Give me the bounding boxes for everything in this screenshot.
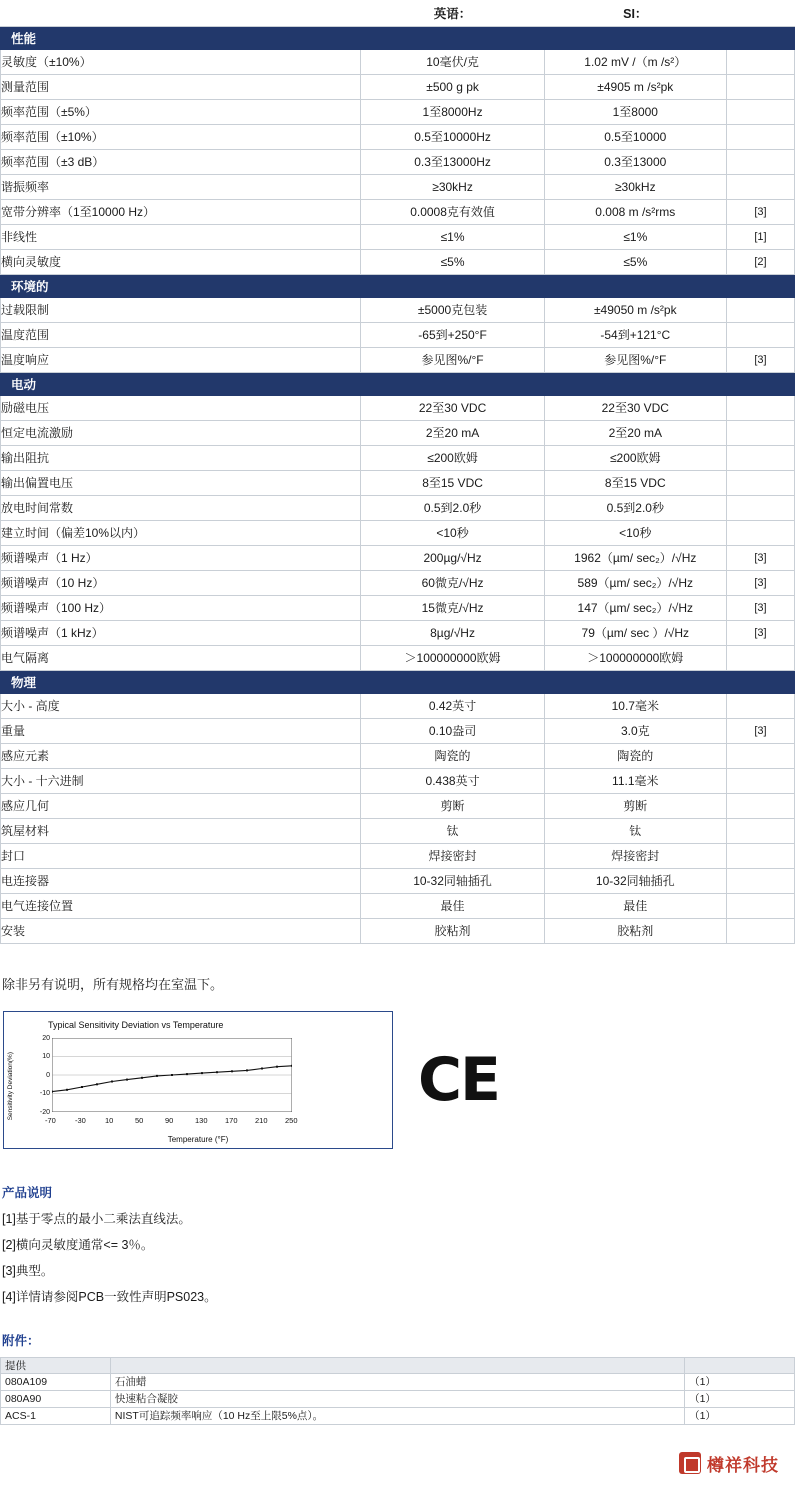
row-english-value: ≤200欧姆 (361, 445, 544, 470)
header-english: 英语： (361, 0, 544, 26)
brand-logo-icon (679, 1452, 701, 1474)
row-note: [1] (726, 224, 794, 249)
table-row (1, 818, 795, 843)
row-note: [3] (726, 718, 794, 743)
row-si-value: ±49050 m /s²pk (544, 297, 726, 322)
row-english-value: 剪断 (361, 793, 544, 818)
row-label: 频谱噪声（1 kHz） (1, 620, 361, 645)
row-si-value: 0.5至10000 (544, 124, 726, 149)
accessories-heading: 附件： (2, 1333, 40, 1348)
row-english-value: 最佳 (361, 893, 544, 918)
row-note (726, 322, 794, 347)
product-notes-heading: 产品说明 (2, 1185, 53, 1200)
row-label: 频谱噪声（10 Hz） (1, 570, 361, 595)
chart-y-tick: -20 (39, 1108, 50, 1116)
row-english-value: 1至8000Hz (361, 99, 544, 124)
row-si-value: 0.008 m /s²rms (544, 199, 726, 224)
table-row (1, 74, 795, 99)
row-label: 灵敏度（±10%） (1, 49, 361, 74)
row-si-value: ＞100000000欧姆 (544, 645, 726, 670)
row-english-value: ±500 g pk (361, 74, 544, 99)
table-row (1, 49, 795, 74)
table-row (1, 918, 795, 943)
row-english-value: 8µg/√Hz (361, 620, 544, 645)
chart-y-tick: 0 (46, 1071, 50, 1079)
chart-x-tick: 50 (135, 1115, 144, 1125)
chart-x-tick: 130 (195, 1115, 208, 1125)
sensitivity-deviation-chart (3, 1011, 393, 1149)
row-english-value: 0.5到2.0秒 (361, 495, 544, 520)
row-english-value: 胶粘剂 (361, 918, 544, 943)
row-label: 筑屋材料 (1, 818, 361, 843)
row-si-value: 钛 (544, 818, 726, 843)
product-note-line: [1]基于零点的最小二乘法直线法。 (2, 1211, 191, 1226)
table-row (1, 768, 795, 793)
row-label: 输出阻抗 (1, 445, 361, 470)
row-si-value: 11.1毫米 (544, 768, 726, 793)
chart-y-axis-label: Sensitivity Deviation(%) (7, 1051, 14, 1120)
row-english-value: 0.10盎司 (361, 718, 544, 743)
section-title: 物理 (1, 670, 795, 693)
row-si-value: ≥30kHz (544, 174, 726, 199)
row-si-value: 22至30 VDC (544, 395, 726, 420)
row-english-value: 0.3至13000Hz (361, 149, 544, 174)
accessory-description: 石油蜡 (110, 1373, 684, 1390)
accessory-quantity: （1） (685, 1390, 795, 1407)
accessory-quantity: （1） (685, 1373, 795, 1390)
table-row (1, 843, 795, 868)
accessory-description: NIST可追踪频率响应（10 Hz至上限5%点）。 (110, 1407, 684, 1424)
chart-x-tick: 10 (105, 1115, 114, 1125)
row-note (726, 645, 794, 670)
row-si-value: -54到+121°C (544, 322, 726, 347)
table-row (1, 249, 795, 274)
row-english-value: 200µg/√Hz (361, 545, 544, 570)
table-row (1, 149, 795, 174)
row-label: 宽带分辨率（1至10000 Hz） (1, 199, 361, 224)
general-note: 除非另有说明，所有规格均在室温下。 (2, 976, 224, 992)
product-note-line: [2]横向灵敏度通常<= 3％。 (2, 1237, 154, 1252)
row-note (726, 49, 794, 74)
row-label: 重量 (1, 718, 361, 743)
section-title: 环境的 (1, 274, 795, 297)
accessories-table (0, 1357, 795, 1425)
header-si: SI： (544, 0, 726, 26)
row-label: 过载限制 (1, 297, 361, 322)
chart-x-axis-label: Temperature (°F) (167, 1134, 229, 1144)
chart-x-tick: 210 (255, 1115, 268, 1125)
row-label: 感应几何 (1, 793, 361, 818)
row-note (726, 174, 794, 199)
row-label: 非线性 (1, 224, 361, 249)
ce-mark-icon: CE (418, 1044, 500, 1115)
row-si-value: 参见图%/°F (544, 347, 726, 372)
row-english-value: 陶瓷的 (361, 743, 544, 768)
table-row (1, 595, 795, 620)
chart-x-tick: -30 (75, 1115, 86, 1125)
table-row (1, 520, 795, 545)
table-row (1, 99, 795, 124)
table-row (1, 347, 795, 372)
row-note (726, 793, 794, 818)
section-title: 电动 (1, 372, 795, 395)
chart-y-tick: 20 (42, 1034, 50, 1042)
header-note (726, 0, 794, 26)
row-si-value: 147（µm/ sec₂）/√Hz (544, 595, 726, 620)
row-si-value: 剪断 (544, 793, 726, 818)
row-note: [3] (726, 545, 794, 570)
chart-y-ticks (24, 1034, 50, 1116)
accessory-code: ACS-1 (1, 1407, 111, 1424)
row-si-value: 2至20 mA (544, 420, 726, 445)
row-english-value: 2至20 mA (361, 420, 544, 445)
row-note: [2] (726, 249, 794, 274)
table-row (1, 693, 795, 718)
row-english-value: ＞100000000欧姆 (361, 645, 544, 670)
row-si-value: 1962（µm/ sec₂）/√Hz (544, 545, 726, 570)
row-si-value: 1至8000 (544, 99, 726, 124)
row-si-value: ≤5% (544, 249, 726, 274)
row-note (726, 124, 794, 149)
row-si-value: 3.0克 (544, 718, 726, 743)
table-row (1, 570, 795, 595)
row-note (726, 297, 794, 322)
row-english-value: ≤1% (361, 224, 544, 249)
row-note (726, 420, 794, 445)
row-label: 放电时间常数 (1, 495, 361, 520)
row-si-value: 0.5到2.0秒 (544, 495, 726, 520)
header-blank (1, 0, 361, 26)
chart-y-tick: -10 (39, 1090, 50, 1097)
table-row (1, 893, 795, 918)
row-label: 测量范围 (1, 74, 361, 99)
row-si-value: 0.3至13000 (544, 149, 726, 174)
row-english-value: 0.438英寸 (361, 768, 544, 793)
section-header-1 (1, 274, 795, 297)
row-label: 横向灵敏度 (1, 249, 361, 274)
table-row (1, 793, 795, 818)
table-row (1, 174, 795, 199)
row-si-value: 10-32同轴插孔 (544, 868, 726, 893)
row-english-value: 钛 (361, 818, 544, 843)
accessory-row (1, 1407, 795, 1424)
row-note (726, 868, 794, 893)
accessory-quantity: （1） (685, 1407, 795, 1424)
row-note (726, 74, 794, 99)
row-note (726, 768, 794, 793)
row-note: [3] (726, 620, 794, 645)
row-label: 温度范围 (1, 322, 361, 347)
row-english-value: 0.5至10000Hz (361, 124, 544, 149)
row-label: 电连接器 (1, 868, 361, 893)
section-header-3 (1, 670, 795, 693)
accessory-code: 080A90 (1, 1390, 111, 1407)
brand-name: 樽祥科技 (707, 1455, 779, 1475)
row-label: 电气隔离 (1, 645, 361, 670)
chart-area (0, 1011, 795, 1149)
row-english-value: ≥30kHz (361, 174, 544, 199)
table-row (1, 420, 795, 445)
row-label: 安装 (1, 918, 361, 943)
table-header-row (1, 0, 795, 26)
row-note (726, 495, 794, 520)
row-label: 频率范围（±10%） (1, 124, 361, 149)
row-note (726, 445, 794, 470)
chart-y-tick: 10 (42, 1053, 50, 1060)
row-si-value: <10秒 (544, 520, 726, 545)
accessories-header-row (1, 1357, 795, 1373)
table-row (1, 445, 795, 470)
table-row (1, 620, 795, 645)
section-header-2 (1, 372, 795, 395)
product-note-line: [3]典型。 (2, 1263, 54, 1278)
row-note (726, 843, 794, 868)
section-header-0 (1, 26, 795, 49)
accessories-col-desc (110, 1357, 684, 1373)
row-english-value: 15微克/√Hz (361, 595, 544, 620)
row-label: 频谱噪声（100 Hz） (1, 595, 361, 620)
row-english-value: -65到+250°F (361, 322, 544, 347)
row-note (726, 693, 794, 718)
row-note (726, 99, 794, 124)
row-si-value: 8至15 VDC (544, 470, 726, 495)
chart-x-tick: 250 (285, 1115, 298, 1125)
row-label: 频率范围（±5%） (1, 99, 361, 124)
accessory-row (1, 1390, 795, 1407)
row-si-value: 最佳 (544, 893, 726, 918)
row-english-value: 22至30 VDC (361, 395, 544, 420)
row-note (726, 743, 794, 768)
accessory-description: 快速粘合凝胶 (110, 1390, 684, 1407)
table-row (1, 297, 795, 322)
row-si-value: ±4905 m /s²pk (544, 74, 726, 99)
row-si-value: 胶粘剂 (544, 918, 726, 943)
row-english-value: 10-32同轴插孔 (361, 868, 544, 893)
accessories-col-provided: 提供 (1, 1357, 111, 1373)
row-si-value: 陶瓷的 (544, 743, 726, 768)
row-note: [3] (726, 199, 794, 224)
row-note (726, 893, 794, 918)
table-row (1, 470, 795, 495)
chart-plot (52, 1038, 292, 1112)
row-note: [3] (726, 347, 794, 372)
table-row (1, 545, 795, 570)
row-english-value: ±5000克包装 (361, 297, 544, 322)
row-si-value: 10.7毫米 (544, 693, 726, 718)
table-row (1, 495, 795, 520)
row-english-value: 60微克/√Hz (361, 570, 544, 595)
product-notes-list (0, 1209, 795, 1305)
table-row (1, 645, 795, 670)
row-english-value: ≤5% (361, 249, 544, 274)
row-si-value: ≤1% (544, 224, 726, 249)
table-row (1, 395, 795, 420)
table-row (1, 718, 795, 743)
row-english-value: 焊接密封 (361, 843, 544, 868)
row-label: 恒定电流激励 (1, 420, 361, 445)
row-note (726, 520, 794, 545)
row-si-value: 589（µm/ sec₂）/√Hz (544, 570, 726, 595)
row-note (726, 149, 794, 174)
row-label: 大小 - 高度 (1, 693, 361, 718)
row-note: [3] (726, 570, 794, 595)
row-note (726, 818, 794, 843)
row-label: 谐振频率 (1, 174, 361, 199)
chart-x-tick: 90 (165, 1115, 174, 1125)
row-label: 温度响应 (1, 347, 361, 372)
row-label: 输出偏置电压 (1, 470, 361, 495)
row-english-value: 10毫伏/克 (361, 49, 544, 74)
accessory-code: 080A109 (1, 1373, 111, 1390)
table-row (1, 199, 795, 224)
chart-x-ticks (44, 1116, 300, 1128)
row-note (726, 470, 794, 495)
row-label: 电气连接位置 (1, 893, 361, 918)
row-label: 频率范围（±3 dB） (1, 149, 361, 174)
table-row (1, 224, 795, 249)
row-label: 频谱噪声（1 Hz） (1, 545, 361, 570)
row-si-value: 焊接密封 (544, 843, 726, 868)
row-si-value: 1.02 mV /（m /s²） (544, 49, 726, 74)
table-row (1, 322, 795, 347)
table-row (1, 743, 795, 768)
accessory-row (1, 1373, 795, 1390)
product-note-line: [4]详情请参阅PCB一致性声明PS023。 (2, 1289, 217, 1304)
chart-title: Typical Sensitivity Deviation vs Temperature (48, 1019, 224, 1030)
chart-x-tick: 170 (225, 1115, 238, 1125)
table-row (1, 868, 795, 893)
row-si-value: 79（µm/ sec ）/√Hz (544, 620, 726, 645)
row-label: 励磁电压 (1, 395, 361, 420)
row-label: 封口 (1, 843, 361, 868)
footer (0, 1451, 795, 1486)
row-note: [3] (726, 595, 794, 620)
row-label: 大小 - 十六进制 (1, 768, 361, 793)
row-note (726, 918, 794, 943)
row-note (726, 395, 794, 420)
row-english-value: 8至15 VDC (361, 470, 544, 495)
row-label: 建立时间（偏差10%以内） (1, 520, 361, 545)
accessories-col-qty (685, 1357, 795, 1373)
section-title: 性能 (1, 26, 795, 49)
row-english-value: 0.0008克有效值 (361, 199, 544, 224)
chart-x-tick: -70 (45, 1115, 56, 1125)
row-english-value: 参见图%/°F (361, 347, 544, 372)
row-english-value: <10秒 (361, 520, 544, 545)
table-row (1, 124, 795, 149)
row-label: 感应元素 (1, 743, 361, 768)
row-english-value: 0.42英寸 (361, 693, 544, 718)
row-si-value: ≤200欧姆 (544, 445, 726, 470)
